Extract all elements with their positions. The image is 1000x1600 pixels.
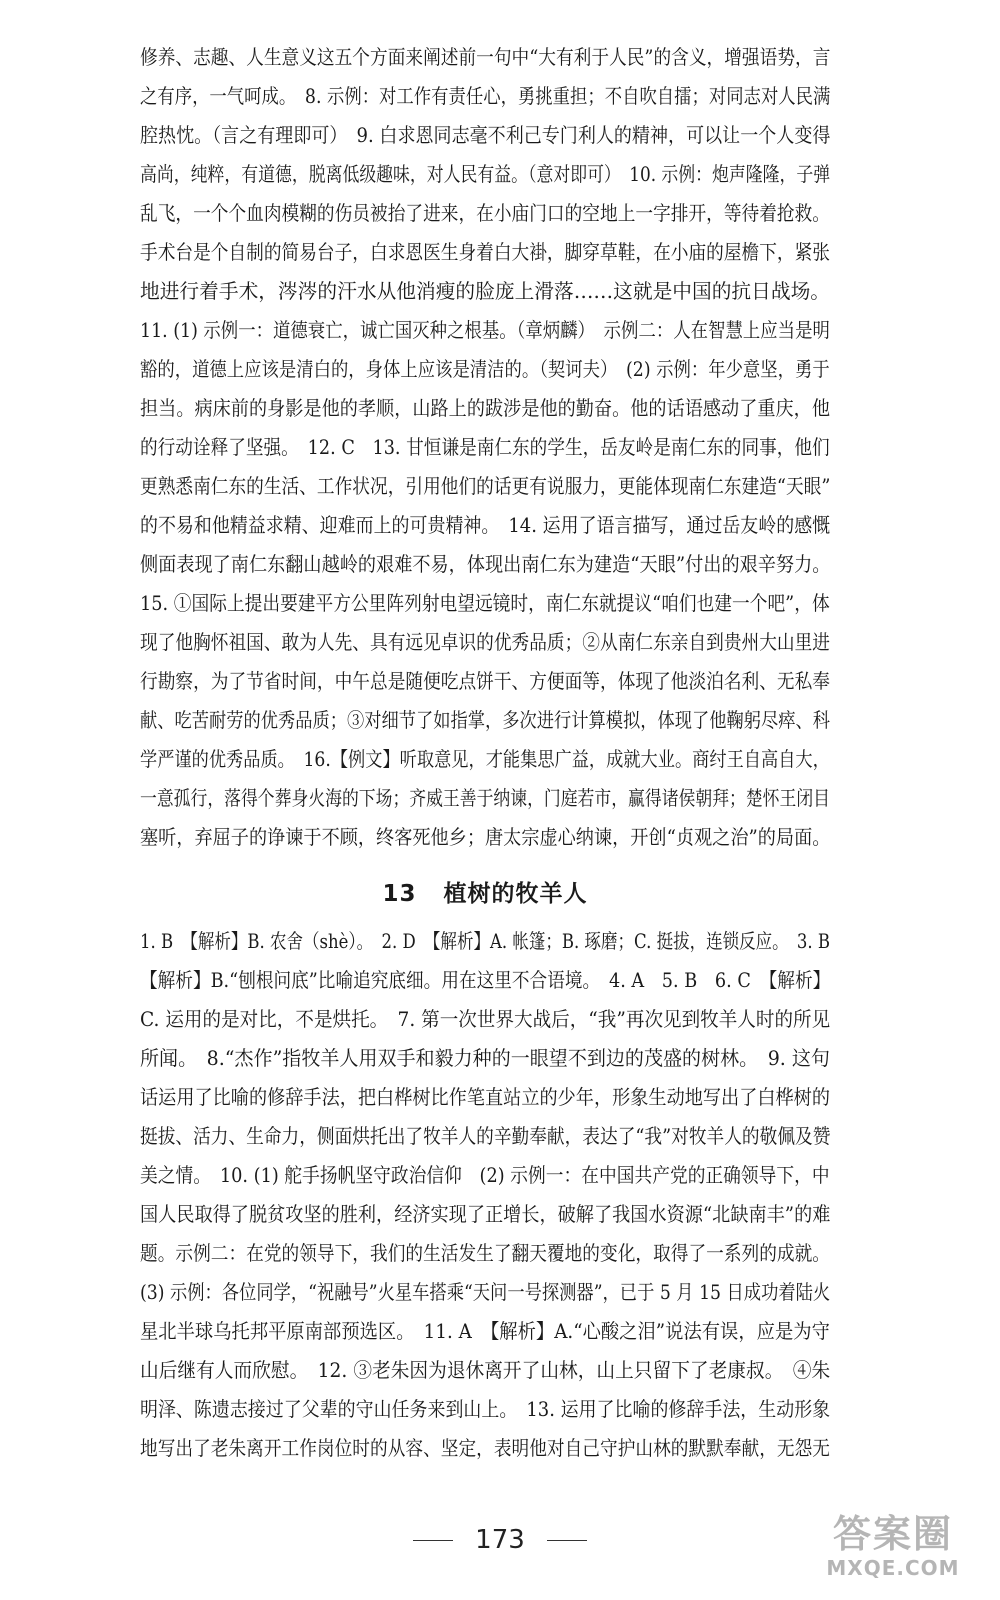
text-line: 修养、志趣、人生意义这五个方面来阐述前一句中“大有利于人民”的含义，增强语势，言 <box>140 45 831 69</box>
text-line: (3) 示例：各位同学，“祝融号”火星车搭乘“天问一号探测器”，已于 5 月 15 日成功着陆火 <box>140 1280 831 1304</box>
text-line: 的不易和他精益求精、迎难而上的可贵精神。 14. 运用了语言描写，通过岳友岭的感慨 <box>140 513 831 537</box>
text-line: 题。示例二：在党的领导下，我们的生活发生了翻天覆地的变化，取得了一系列的成就。 <box>140 1241 830 1265</box>
text-line: 话运用了比喻的修辞手法，把白桦树比作笔直站立的少年，形象生动地写出了白桦树的 <box>140 1085 830 1109</box>
text-line: 【解析】B.“刨根问底”比喻追究底细。用在这里不合语境。 4. A 5. B 6. C 【解析】 <box>140 968 831 992</box>
text-line: 星北半球乌托邦平原南部预选区。 11. A 【解析】A.“心酸之泪”说法有误，应是为守 <box>140 1319 830 1343</box>
answers-section-12 <box>140 38 830 857</box>
text-line: 明泽、陈遗志接过了父辈的守山任务来到山上。 13. 运用了比喻的修辞手法，生动形象 <box>140 1397 831 1421</box>
text-line: 15. ①国际上提出要建平方公里阵列射电望远镜时，南仁东就提议“咱们也建一个吧”，体 <box>140 591 830 615</box>
text-line: 乱飞，一个个血肉模糊的伤员被抬了进来，在小庙门口的空地上一字排开，等待着抢救。 <box>140 201 830 225</box>
site-watermark <box>798 1512 988 1592</box>
answer-page-content <box>140 38 830 1468</box>
text-line: C. 运用的是对比，不是烘托。 7. 第一次世界大战后，“我”再次见到牧羊人时的所见 <box>140 1007 831 1031</box>
text-line: 之有序，一气呵成。 8. 示例：对工作有责任心，勇挑重担；不自吹自擂；对同志对人民满 <box>140 84 831 108</box>
text-line: 塞听，弃屈子的诤谏于不顾，终客死他乡；唐太宗虚心纳谏，开创“贞观之治”的局面。 <box>140 825 831 849</box>
watermark-logo-text: 答案圈 <box>832 1512 953 1556</box>
text-line: 山后继有人而欣慰。 12. ③老朱因为退休离开了山林，山上只留下了老康叔。 ④朱 <box>140 1358 831 1382</box>
section-title-text: 植树的牧羊人 <box>443 881 588 907</box>
footer-left-rule <box>413 1540 453 1541</box>
footer-right-rule <box>547 1540 587 1541</box>
section-heading <box>140 875 830 908</box>
text-line: 国人民取得了脱贫攻坚的胜利，经济实现了正增长，破解了我国水资源“北缺南丰”的难 <box>140 1202 831 1226</box>
text-line: 行勘察，为了节省时间，中午总是随便吃点饼干、方便面等，体现了他淡泊名利、无私奉 <box>140 669 830 693</box>
text-line: 豁的，道德上应该是清白的，身体上应该是清洁的。（契诃夫） (2) 示例：年少意坚，勇于 <box>140 357 830 381</box>
watermark-url: MXQE.COM <box>826 1556 960 1580</box>
text-line: 挺拔、活力、生命力，侧面烘托出了牧羊人的辛勤奉献，表达了“我”对牧羊人的敬佩及赞 <box>140 1124 831 1148</box>
text-line: 一意孤行，落得个葬身火海的下场；齐威王善于纳谏，门庭若市，赢得诸侯朝拜；楚怀王闭目 <box>140 786 830 810</box>
text-line: 腔热忱。（言之有理即可） 9. 白求恩同志毫不利己专门利人的精神，可以让一个人变得 <box>140 123 831 147</box>
text-line: 现了他胸怀祖国、敢为人先、具有远见卓识的优秀品质；②从南仁东亲自到贵州大山里进 <box>140 630 830 654</box>
text-line: 更熟悉南仁东的生活、工作状况，引用他们的话更有说服力，更能体现南仁东建造“天眼” <box>140 474 831 498</box>
text-line: 11. (1) 示例一：道德衰亡，诚亡国灭种之根基。（章炳麟） 示例二：人在智慧上应当是明 <box>140 318 830 342</box>
text-line: 1. B 【解析】B. 农舍（shè）。 2. D 【解析】A. 帐篷；B. 琢磨；C. 挺拔，连锁反应。 3. B <box>140 929 831 953</box>
text-line: 学严谨的优秀品质。 16.【例文】听取意见，才能集思广益，成就大业。商纣王自高自大， <box>140 747 830 771</box>
text-line: 高尚，纯粹，有道德，脱离低级趣味，对人民有益。（意对即可） 10. 示例：炮声隆隆，子弹 <box>140 162 831 186</box>
text-line: 地写出了老朱离开工作岗位时的从容、坚定，表明他对自己守护山林的默默奉献，无怨无 <box>140 1436 830 1460</box>
answer-paragraph <box>140 584 830 857</box>
answer-paragraph <box>140 311 830 584</box>
text-line: 地进行着手术，涔涔的汗水从他消瘦的脸庞上滑落……这就是中国的抗日战场。 <box>140 279 830 303</box>
text-line: 侧面表现了南仁东翻山越岭的艰难不易，体现出南仁东为建造“天眼”付出的艰辛努力。 <box>140 552 831 576</box>
answer-paragraph <box>140 38 830 311</box>
text-line: 担当。病床前的身影是他的孝顺，山路上的跋涉是他的勤奋。他的话语感动了重庆，他 <box>140 396 830 420</box>
page-number: 173 <box>475 1525 525 1555</box>
text-line: 所闻。 8.“杰作”指牧羊人用双手和毅力种的一眼望不到边的茂盛的树林。 9. 这句 <box>140 1046 830 1070</box>
answers-section-13 <box>140 922 830 1468</box>
section-number: 13 <box>382 881 417 907</box>
text-line: 美之情。 10. (1) 舵手扬帆坚守政治信仰 (2) 示例一：在中国共产党的正确领导下，中 <box>140 1163 830 1187</box>
text-line: 手术台是个自制的简易台子，白求恩医生身着白大褂，脚穿草鞋，在小庙的屋檐下，紧张 <box>140 240 830 264</box>
text-line: 献、吃苦耐劳的优秀品质；③对细节了如指掌，多次进行计算模拟，体现了他鞠躬尽瘁、科 <box>140 708 830 732</box>
answer-paragraph <box>140 922 830 1468</box>
text-line: 的行动诠释了坚强。 12. C 13. 甘恒谦是南仁东的学生，岳友岭是南仁东的同事，他们 <box>140 435 830 459</box>
